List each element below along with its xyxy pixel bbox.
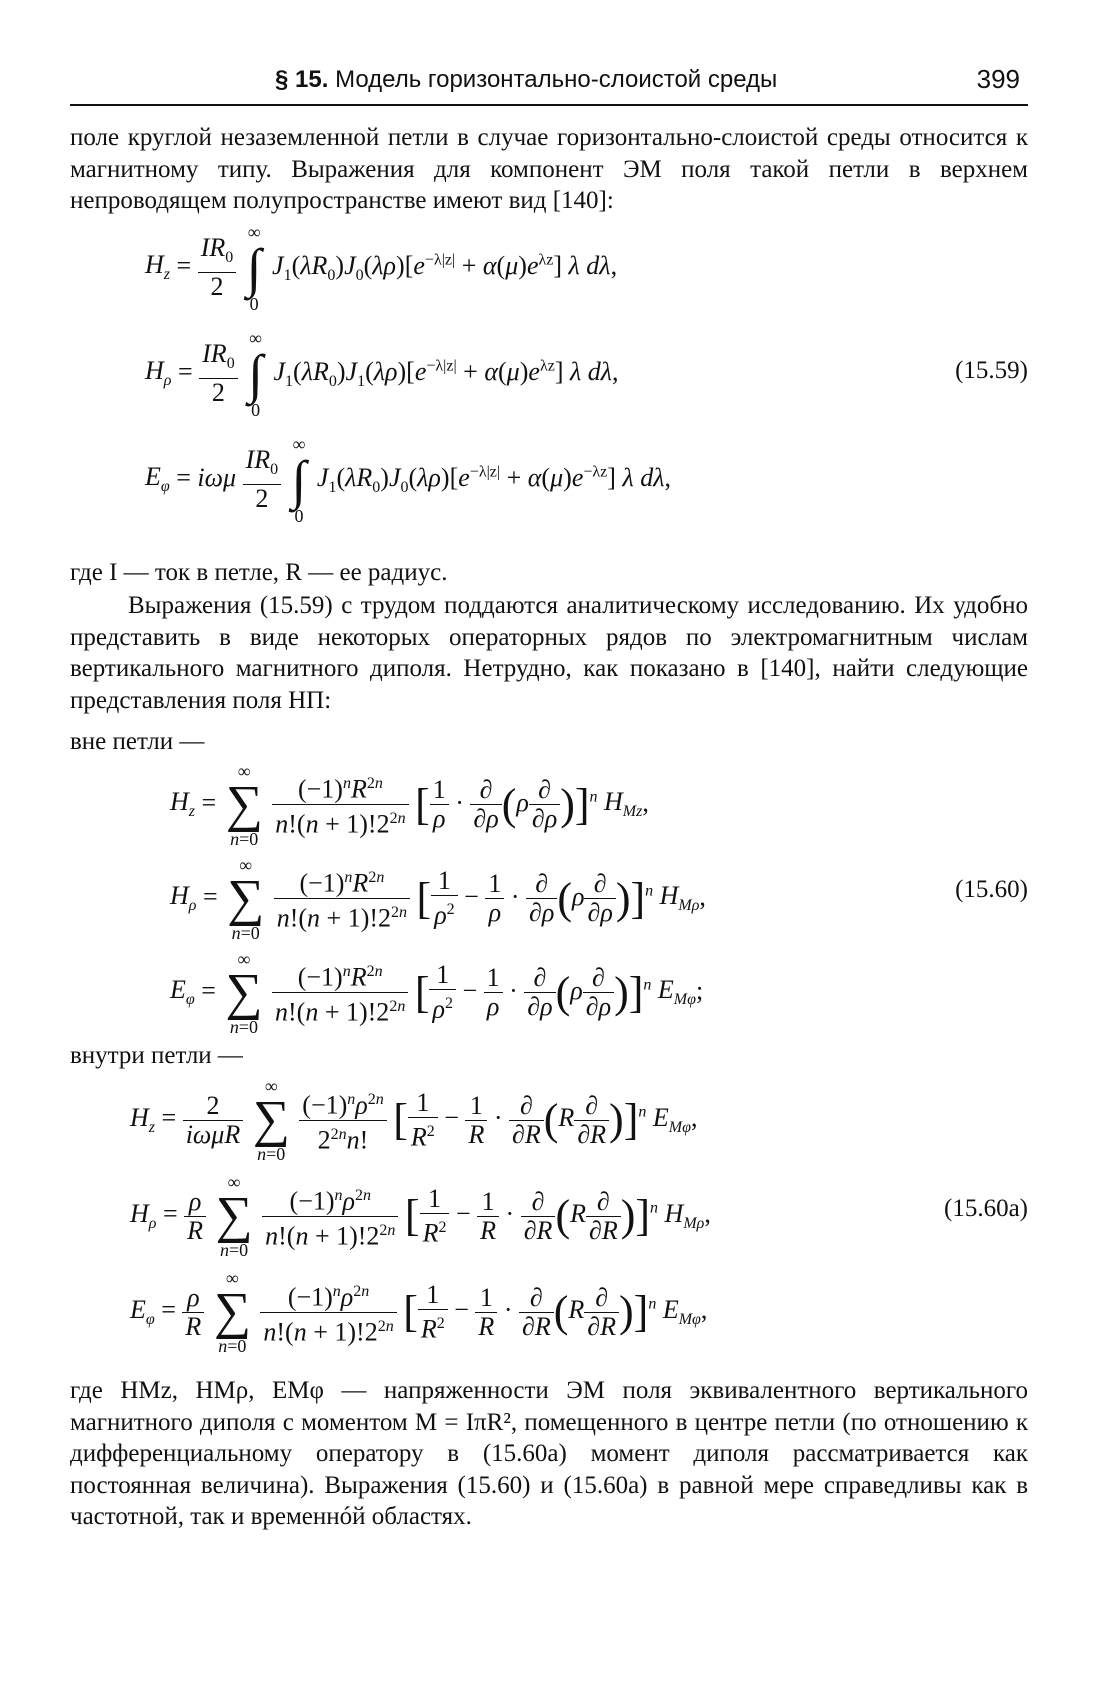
equation-hrho-outside: $H_\rho$ = ∞ ∑ n=0 $\frac{(-1)^nR^{2n}}{n!(n + 1)!2^{2n}}$ [ $\frac{1}{\rho^2}$ − $\frac{1}{\rho}$ · $\frac{\partial}{\partial\rho}$ (ρ $\frac{\partial}{\partial\rho}$ )]$^n$ $H_{M\rho}$, (170, 854, 706, 943)
equation-hrho-inside: $H_\rho$ = $\frac{\rho}{R}$ ∞ ∑ n=0 $\frac{(-1)^n\rho^{2n}}{n!(n + 1)!2^{2n}}$ [ $\frac{1}{R^2}$ − $\frac{1}{R}$ · $\frac{\partial}{\partial R}$ (R $\frac{\partial}{\partial R}$ )]$^n$ $H_{M\rho}$, (130, 1172, 711, 1260)
equation-ephi-loop: $E_\varphi = i\omega\mu$ $\frac{IR_0}{2}$ ∞ ∫ 0 $J_1(\lambda R_0)J_0(\lambda\rho)[e^{-\lambda|z|} + \alpha(\mu)e^{-\lambda z}]$ λ dλ, (145, 433, 671, 526)
paragraph-intro: поле круглой незаземленной петли в случае горизонтально-слоистой среды относится к магнитному типу. Выражения для компонент ЭМ поля такой петли в верхнем непроводящем полупространстве имеют вид [140]: (70, 124, 1028, 214)
equation-hz-outside: $H_z$ = ∞ ∑ n=0 $\frac{(-1)^nR^{2n}}{n!(n + 1)!2^{2n}}$ [ $\frac{1}{\rho}$ · $\frac{\partial}{\partial\rho}$ (ρ $\frac{\partial}{\partial\rho}$ )]$^n$ $H_{Mz}$, (170, 760, 649, 849)
equation-ephi-outside: $E_\varphi$ = ∞ ∑ n=0 $\frac{(-1)^nR^{2n}}{n!(n + 1)!2^{2n}}$ [ $\frac{1}{\rho^2}$ − $\frac{1}{\rho}$ · $\frac{\partial}{\partial\rho}$ (ρ $\frac{\partial}{\partial\rho}$ )]$^n$ $E_{M\varphi}$; (170, 948, 704, 1037)
equation-number-15-60a: (15.60a) (944, 1195, 1028, 1222)
page-number: 399 (976, 64, 1020, 94)
header-title: § 15. Модель горизонтально-слоистой среды (275, 66, 778, 93)
equation-hrho-loop: $H_\rho$ = $\frac{IR_0}{2}$ ∞ ∫ 0 $J_1(\lambda R_0)J_1(\lambda\rho)[e^{-\lambda|z|} + \alpha(\mu)e^{\lambda z}]$ λ dλ, (145, 327, 619, 420)
equation-hz-inside: $H_z$ = $\frac{2}{\text{iωμR}}$ ∞ ∑ n=0 $\frac{(-1)^n\rho^{2n}}{2^{2n}n!}$ [ $\frac{1}{R^2}$ − $\frac{1}{R}$ · $\frac{\partial}{\partial R}$ (R $\frac{\partial}{\partial R}$ )]$^n$ $E_{M\varphi}$, (130, 1076, 698, 1164)
label-inside-loop: внутри петли — (70, 1041, 243, 1069)
paragraph-closing: где HMz, HMρ, EMφ — напряженности ЭМ поля эквивалентного вертикального магнитного диполя с моментом M = IπR², помещенного в центре петли (по отношению к дифференциальному оператору в (15.60a) момент диполя рассматривается как постоянная величина). Выражения (15.60) и (15.60a) в равной мере справедливы как в частотной, так и временнóй областях. (70, 1377, 1028, 1530)
label-outside-loop: вне петли — (70, 728, 205, 755)
equation-hz-loop: $H_z$ = $\frac{IR_0}{2}$ ∞ ∫ 0 $J_1(\lambda R_0)J_0(\lambda\rho)[e^{-\lambda|z|} + \alpha(\mu)e^{\lambda z}]$ λ dλ, (145, 221, 618, 314)
equation-ephi-inside: $E_\varphi$ = $\frac{\rho}{R}$ ∞ ∑ n=0 $\frac{(-1)^n\rho^{2n}}{n!(n + 1)!2^{2n}}$ [ $\frac{1}{R^2}$ − $\frac{1}{R}$ · $\frac{\partial}{\partial R}$ (R $\frac{\partial}{\partial R}$ )]$^n$ $E_{M\varphi}$, (130, 1268, 708, 1356)
equation-number-15-60: (15.60) (955, 875, 1028, 903)
running-header (70, 60, 1028, 106)
equation-block-15-59 (70, 217, 1028, 557)
equation-number-15-59: (15.59) (955, 356, 1028, 384)
equation-block-15-60 (70, 758, 1028, 1048)
equation-block-15-60a (70, 1071, 1028, 1371)
paragraph-where-current: где I — ток в петле, R — ее радиус. (70, 558, 448, 586)
book-page (70, 60, 1028, 1533)
paragraph-expressions: Выражения (15.59) с трудом поддаются аналитическому исследованию. Их удобно представить в виде некоторых операторных рядов по электромагнитным числам вертикального магнитного диполя. Нетрудно, как показано в [140], найти следующие представления поля НП: (70, 592, 1028, 714)
